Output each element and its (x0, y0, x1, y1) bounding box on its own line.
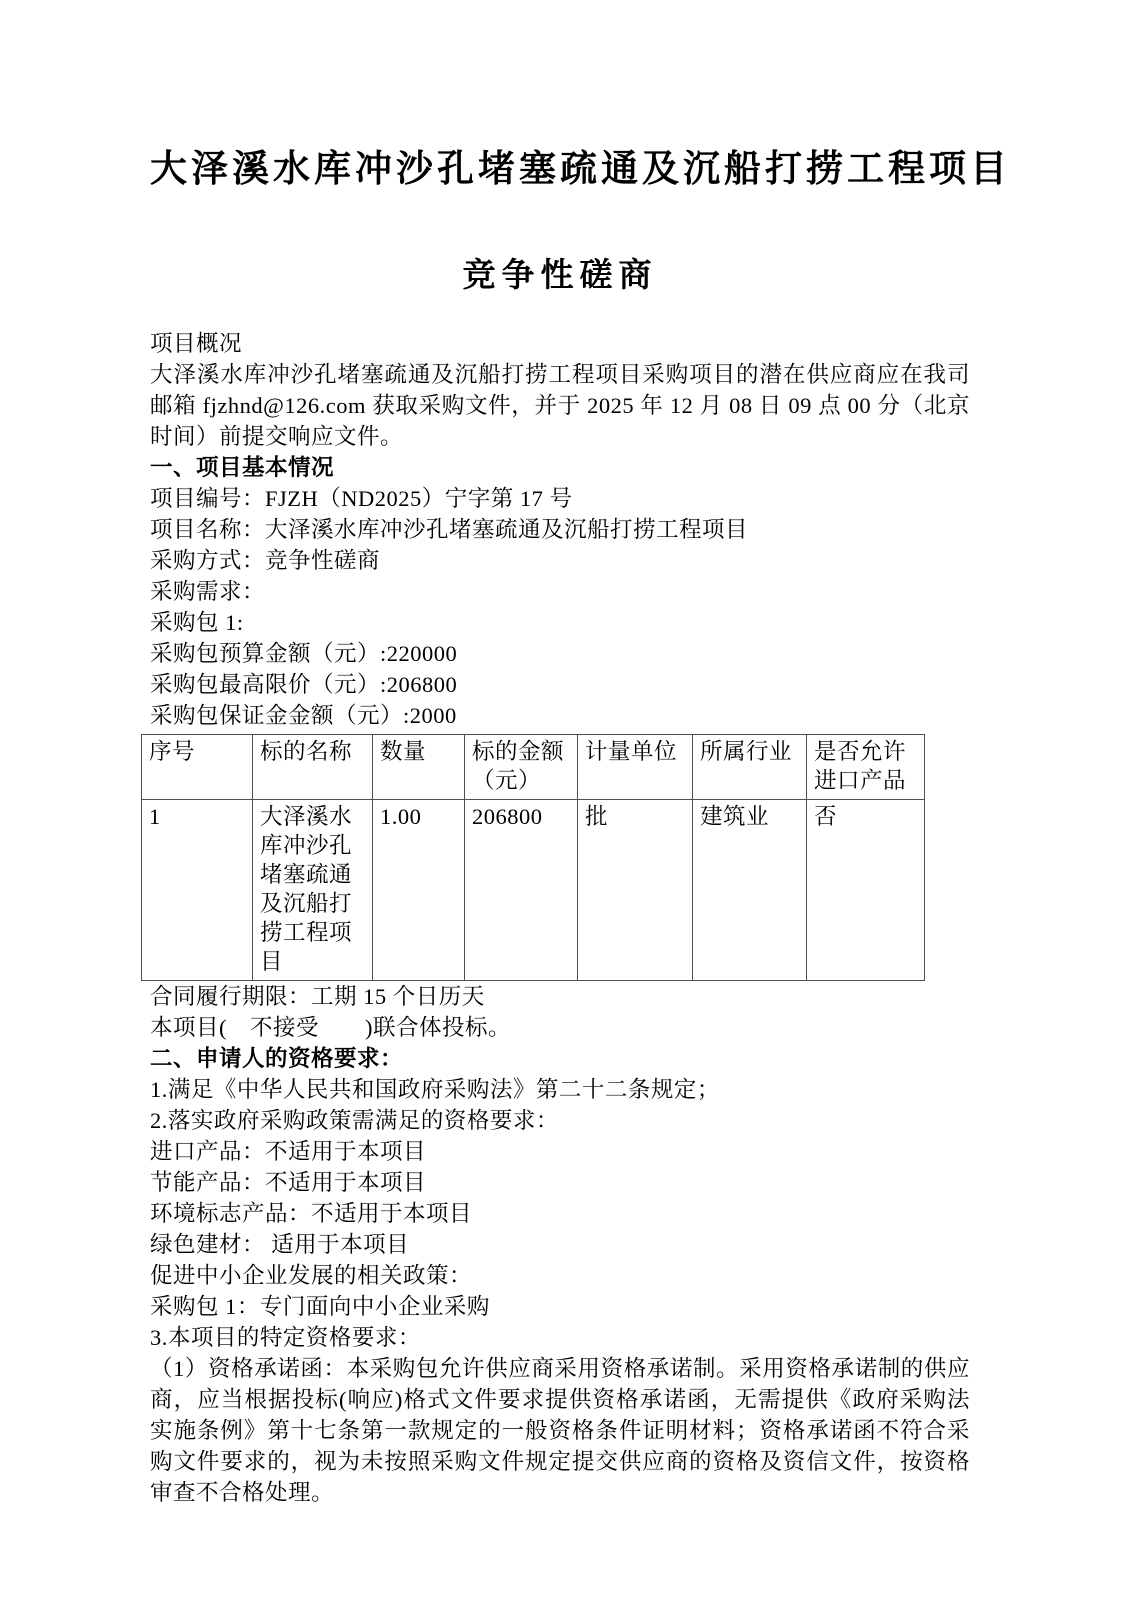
cell-unit: 批 (578, 800, 693, 981)
document-subtitle: 竞争性磋商 (462, 258, 658, 294)
col-header-name: 标的名称 (253, 735, 373, 800)
procurement-demand-label: 采购需求： (150, 579, 266, 604)
contract-period: 合同履行期限：工期 15 个日历天 (150, 984, 485, 1009)
col-header-import: 是否允许进口产品 (807, 735, 925, 800)
consortium-bid: 本项目( 不接受 )联合体投标。 (150, 1015, 511, 1040)
lot-table-header-row (142, 735, 925, 800)
lot-table (141, 734, 925, 981)
project-name: 项目名称：大泽溪水库冲沙孔堵塞疏通及沉船打捞工程项目 (150, 517, 749, 542)
qualification-item: 2.落实政府采购政策需满足的资格要求： (150, 1108, 559, 1133)
col-header-qty: 数量 (373, 735, 465, 800)
qualification-item: 1.满足《中华人民共和国政府采购法》第二十二条规定； (150, 1077, 720, 1102)
qualification-item-commitment: （1）资格承诺函：本采购包允许供应商采用资格承诺制。采用资格承诺制的供应商，应当根据投标(响应)格式文件要求提供资格承诺函，无需提供《政府采购法实施条例》第十七条第一款规定的一般资格条件证明材料；资格承诺函不符合采购文件要求的，视为未按照采购文件规定提交供应商的资格及资信文件，按资格审查不合格处理。 (150, 1356, 970, 1505)
qualification-item: 绿色建材： 适用于本项目 (150, 1232, 410, 1257)
cell-seq: 1 (142, 800, 253, 981)
procurement-method: 采购方式：竞争性磋商 (150, 548, 381, 573)
col-header-industry: 所属行业 (693, 735, 807, 800)
col-header-unit: 计量单位 (578, 735, 693, 800)
qualification-item: 节能产品：不适用于本项目 (150, 1170, 427, 1195)
cell-name: 大泽溪水库冲沙孔堵塞疏通及沉船打捞工程项目 (253, 800, 373, 981)
lot-table-row (142, 800, 925, 981)
package-deposit: 采购包保证金金额（元）:2000 (150, 703, 457, 728)
project-number: 项目编号：FJZH（ND2025）宁字第 17 号 (150, 486, 573, 511)
document-title: 大泽溪水库冲沙孔堵塞疏通及沉船打捞工程项目 (150, 149, 1011, 190)
cell-amount: 206800 (465, 800, 578, 981)
col-header-amount: 标的金额（元） (465, 735, 578, 800)
col-header-seq: 序号 (142, 735, 253, 800)
qualification-item: 3.本项目的特定资格要求： (150, 1325, 421, 1350)
section-basic-heading: 一、项目基本情况 (150, 455, 335, 480)
package-max-price: 采购包最高限价（元）:206800 (150, 672, 458, 697)
section-qualification-heading: 二、申请人的资格要求： (150, 1046, 404, 1071)
cell-industry: 建筑业 (693, 800, 807, 981)
package-budget: 采购包预算金额（元）:220000 (150, 641, 458, 666)
cell-import: 否 (807, 800, 925, 981)
overview-heading: 项目概况 (150, 331, 243, 356)
overview-body: 大泽溪水库冲沙孔堵塞疏通及沉船打捞工程项目采购项目的潜在供应商应在我司邮箱 fjzhnd@126.com 获取采购文件，并于 2025 年 12 月 08 日 09 点 00 分（北京时间）前提交响应文件。 (150, 362, 970, 449)
cell-qty: 1.00 (373, 800, 465, 981)
qualification-item: 进口产品：不适用于本项目 (150, 1139, 427, 1164)
qualification-item: 采购包 1：专门面向中小企业采购 (150, 1294, 490, 1319)
qualification-item: 环境标志产品：不适用于本项目 (150, 1201, 473, 1226)
package-label: 采购包 1: (150, 610, 244, 635)
qualification-item: 促进中小企业发展的相关政策： (150, 1263, 473, 1288)
